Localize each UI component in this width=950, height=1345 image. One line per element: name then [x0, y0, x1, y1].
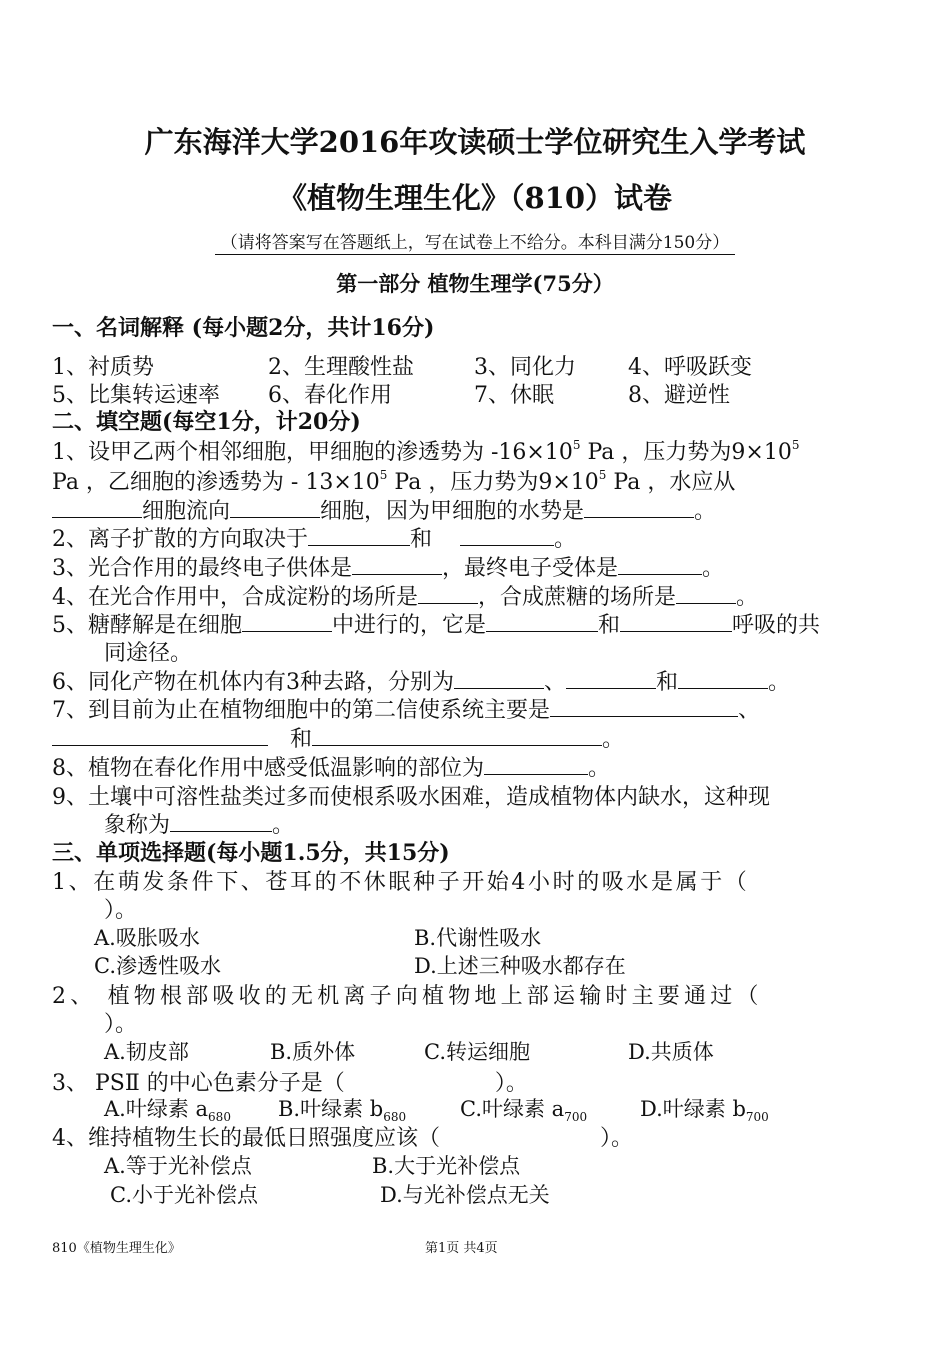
term-7: 7、休眠	[474, 383, 554, 408]
answer-blank[interactable]	[454, 670, 544, 689]
choice-q1-option-b[interactable]: B.代谢性吸水	[414, 926, 542, 950]
term-4: 4、呼吸跃变	[628, 355, 752, 380]
fill-q8: 8、植物在春化作用中感受低温影响的部位为 。	[52, 756, 611, 781]
fill-q6: 6、同化产物在机体内有3种去路，分别为 、 和 。	[52, 670, 791, 695]
fill-q9-cont: 象称为 。	[104, 813, 295, 838]
choice-q3-option-c[interactable]: C.叶绿素 $a_{700}$	[460, 1097, 588, 1125]
answer-blank[interactable]	[308, 527, 410, 546]
exam-subtitle: 《植物生理生化》（810）试卷	[277, 181, 673, 215]
answer-blank[interactable]	[618, 556, 702, 575]
answer-blank[interactable]	[550, 698, 738, 717]
answer-blank[interactable]	[170, 813, 272, 832]
footer-page-number: 第1页 共4页	[425, 1241, 498, 1256]
term-6: 6、春化作用	[268, 383, 392, 408]
answer-blank[interactable]	[312, 727, 602, 746]
fill-q1-line3: 细胞流向 细胞，因为甲细胞的水势是 。	[52, 494, 716, 525]
choice-q1-option-d[interactable]: D.上述三种吸水都存在	[414, 954, 626, 978]
answer-blank[interactable]	[484, 756, 588, 775]
answer-blank[interactable]	[460, 527, 554, 546]
section-2-title: 二、填空题(每空1分，计20分)	[52, 409, 361, 435]
choice-q2-option-a[interactable]: A.韧皮部	[104, 1040, 189, 1064]
fill-q9: 9、土壤中可溶性盐类过多而使根系吸水困难，造成植物体内缺水，这种现	[52, 785, 770, 810]
answer-blank[interactable]	[678, 670, 768, 689]
term-3: 3、同化力	[474, 355, 576, 380]
answer-blank[interactable]	[676, 585, 736, 604]
answer-blank[interactable]	[584, 499, 694, 518]
term-1: 1、衬质势	[52, 355, 154, 380]
term-8: 8、避逆性	[628, 383, 730, 408]
fill-q5: 5、糖酵解是在细胞 中进行的，它是 和 呼吸的共	[52, 613, 821, 638]
choice-q1-option-a[interactable]: A.吸胀吸水	[94, 926, 200, 950]
answer-blank[interactable]	[52, 727, 268, 746]
fill-q5-cont: 同途径。	[104, 641, 193, 666]
choice-q1-option-c[interactable]: C.渗透性吸水	[94, 954, 221, 978]
choice-q4-option-b[interactable]: B.大于光补偿点	[372, 1154, 521, 1178]
choice-q2-option-c[interactable]: C.转运细胞	[424, 1040, 530, 1064]
fill-q4: 4、在光合作用中，合成淀粉的场所是 ，合成蔗糖的场所是 。	[52, 585, 759, 610]
answer-blank[interactable]	[418, 585, 478, 604]
fill-q7-cont: 和 。	[52, 722, 624, 753]
fill-q2: 2、离子扩散的方向取决于 和 。	[52, 527, 577, 552]
footer-course: 810《植物生理生化》	[52, 1241, 181, 1256]
part-title: 第一部分 植物生理学(75分）	[336, 271, 614, 296]
term-5: 5、比集转运速率	[52, 383, 220, 408]
choice-q3-option-d[interactable]: D.叶绿素 $b_{700}$	[640, 1097, 769, 1125]
choice-q1-close: ）。	[104, 898, 138, 923]
choice-q2-option-b[interactable]: B.质外体	[270, 1040, 356, 1064]
choice-q1: 1、在萌发条件下、苍耳的不休眠种子开始4小时的吸水是属于（	[52, 870, 750, 895]
choice-q2-close: ）。	[104, 1012, 138, 1037]
choice-q3-option-a[interactable]: A.叶绿素 $a_{680}$	[104, 1097, 231, 1125]
answer-blank[interactable]	[620, 613, 732, 632]
choice-q3: 3、 PSⅡ 的中心色素分子是（ ）。	[52, 1071, 528, 1096]
exam-title: 广东海洋大学2016年攻读硕士学位研究生入学考试	[144, 125, 806, 159]
term-2: 2、生理酸性盐	[268, 355, 414, 380]
answer-blank[interactable]	[52, 499, 142, 518]
choice-q4-option-c[interactable]: C.小于光补偿点	[110, 1183, 258, 1207]
answer-blank[interactable]	[230, 499, 320, 518]
section-3-title: 三、单项选择题(每小题1.5分，共15分)	[52, 840, 450, 866]
fill-q3: 3、光合作用的最终电子供体是 ，最终电子受体是 。	[52, 556, 725, 581]
answer-blank[interactable]	[242, 613, 332, 632]
fill-q7: 7、到目前为止在植物细胞中的第二信使系统主要是 、	[52, 698, 761, 723]
choice-q2-option-d[interactable]: D.共质体	[628, 1040, 714, 1064]
choice-q2: 2、 植物根部吸收的无机离子向植物地上部运输时主要通过（	[52, 984, 763, 1009]
answer-blank[interactable]	[566, 670, 656, 689]
choice-q4-option-a[interactable]: A.等于光补偿点	[104, 1154, 252, 1178]
fill-q1-line1: 1、设甲乙两个相邻细胞，甲细胞的渗透势为 $-16\times 10^5$ Pa ，压力势为$9\times 10^5$	[52, 438, 800, 465]
section-1-title: 一、名词解释 (每小题2分，共计16分)	[52, 315, 435, 341]
exam-note: （请将答案写在答题纸上，写在试卷上不给分。本科目满分150分）	[0, 228, 950, 253]
choice-q4: 4、维持植物生长的最低日照强度应该（ ）。	[52, 1126, 634, 1151]
choice-q3-option-b[interactable]: B.叶绿素 $b_{680}$	[278, 1097, 407, 1125]
answer-blank[interactable]	[352, 556, 442, 575]
fill-q1-line2: Pa ，乙细胞的渗透势为 - $13\times 10^5$ Pa ，压力势为$9\times 10^5$ Pa ，水应从	[52, 468, 736, 495]
answer-blank[interactable]	[486, 613, 598, 632]
choice-q4-option-d[interactable]: D.与光补偿点无关	[380, 1183, 550, 1207]
